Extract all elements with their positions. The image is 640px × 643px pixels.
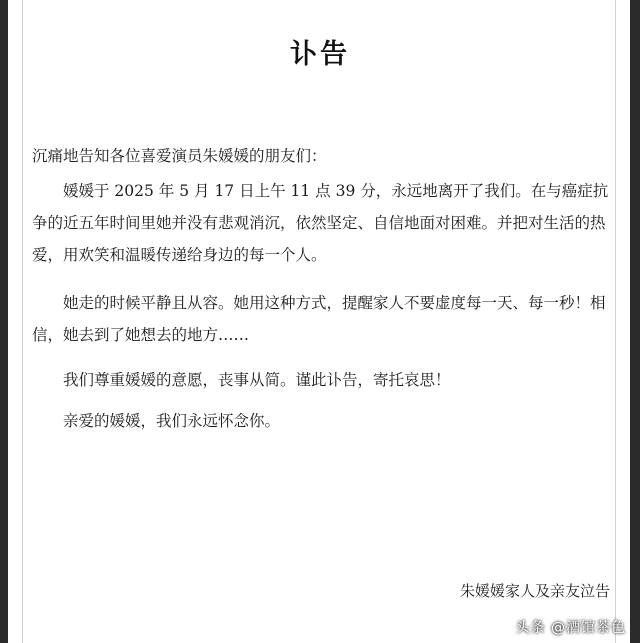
left-rule <box>22 0 23 643</box>
watermark-text: 头条 @酒馆茶色 <box>515 620 626 636</box>
signature: 朱媛媛家人及亲友泣告 <box>459 582 610 600</box>
left-border <box>0 0 8 643</box>
right-border <box>630 0 640 643</box>
right-rule <box>615 0 616 643</box>
page-title: 讣告 <box>290 39 350 70</box>
paragraph-1: 媛媛于 2025 年 5 月 17 日上午 11 点 39 分，永远地离开了我们。在与癌症抗争的近五年时间里她并没有悲观消沉，依然坚定、自信地面对困难。并把对生活的热爱，用欢笑和温暖传递给身边的每一个人。 <box>32 182 609 264</box>
paragraph-2: 她走的时候平静且从容。她用这种方式，提醒家人不要虚度每一天、每一秒！相信，她去到了她想去的地方…… <box>32 294 606 344</box>
paragraph-4: 亲爱的媛媛，我们永远怀念你。 <box>63 412 281 430</box>
greeting-line: 沉痛地告知各位喜爱演员朱媛媛的朋友们： <box>32 147 327 165</box>
paragraph-3: 我们尊重媛媛的意愿，丧事从简。谨此讣告，寄托哀思！ <box>63 371 451 389</box>
